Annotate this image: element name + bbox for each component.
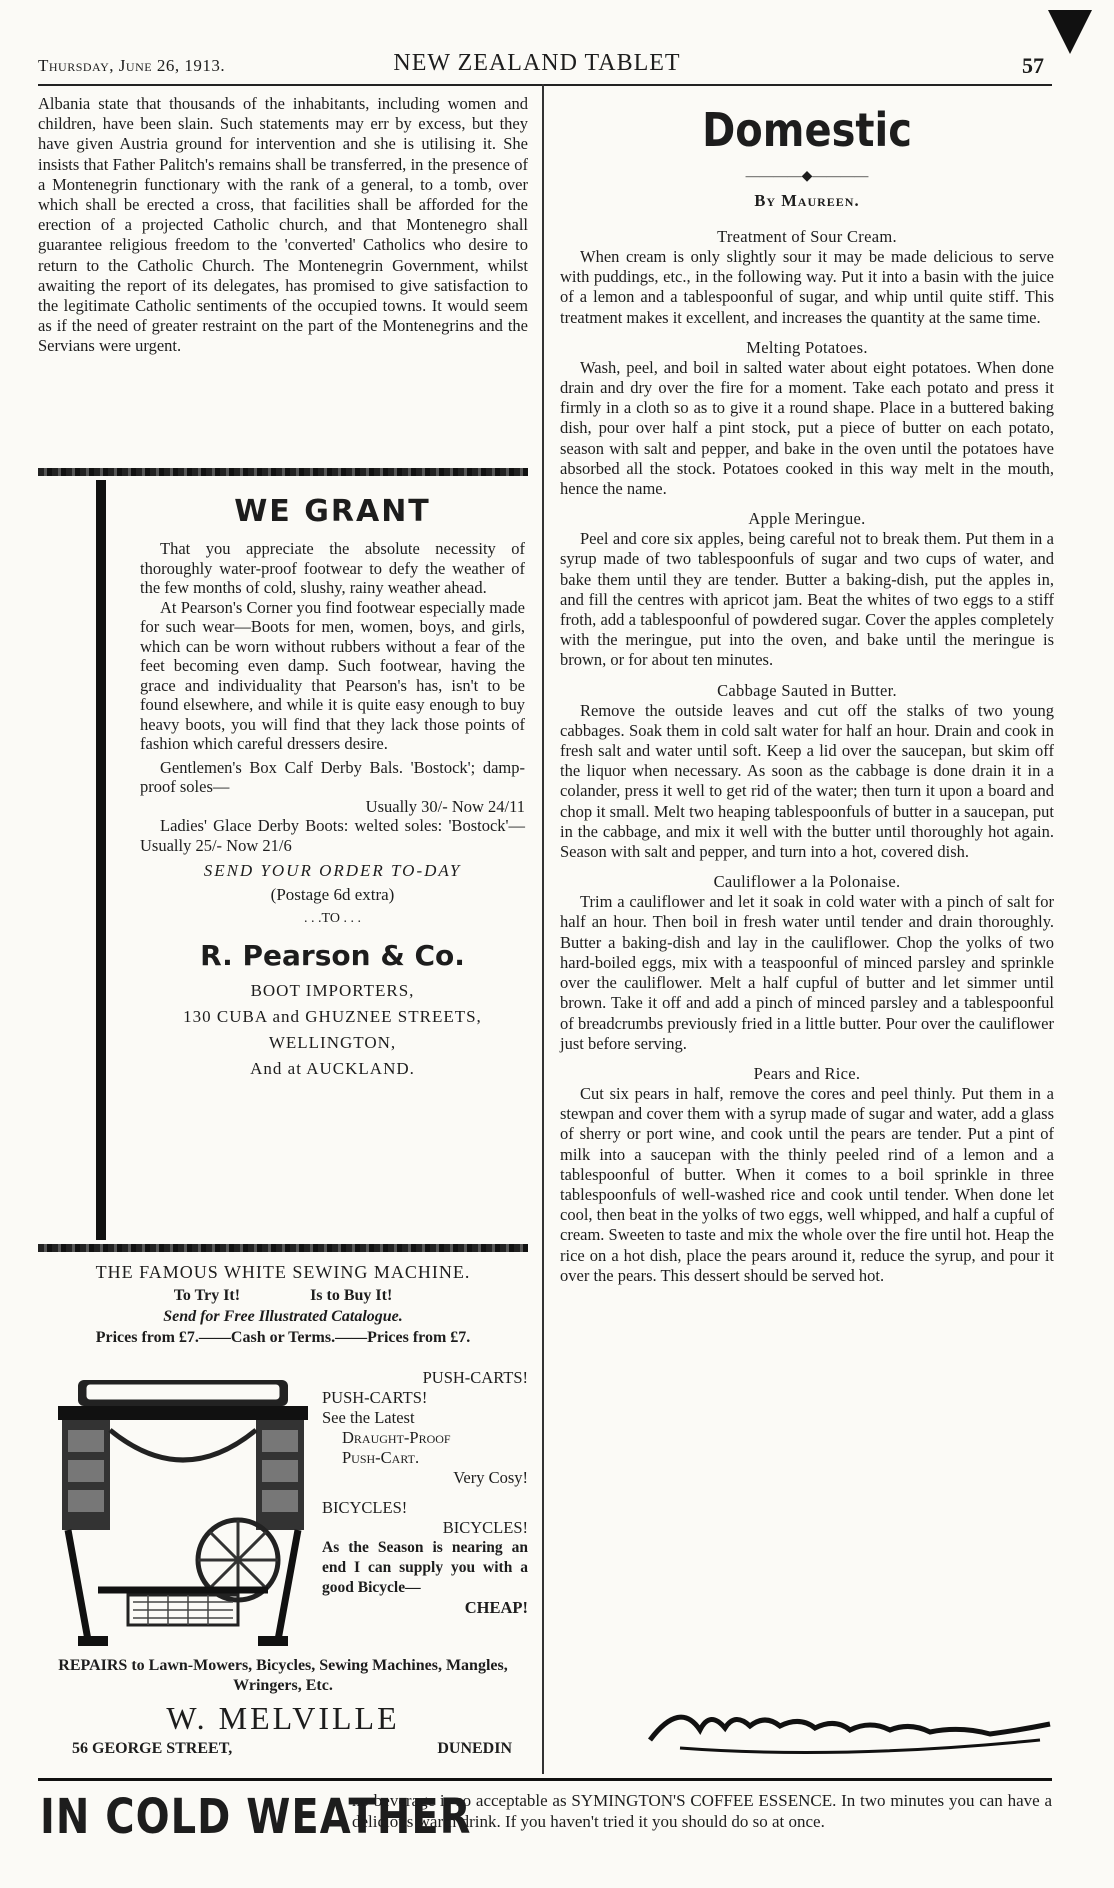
recipe-body: Trim a cauliflower and let it soak in cold water with a pinch of salt for half an hour. Then boil in fresh water until tender and drain thoroughly. Butter a baking-dish and lay in the cauliflower. Chop the yolks of two hard-boiled eggs, mix with a teaspoonful of minced parsley and sprinkle over the cauliflower. Melt a half cupful of butter and let simmer until brown. Take it off and add a pinch of minced parsley and a tablespoonful of breadcrumbs previously fried in a little butter. Pour over the cauliflower just before serving.: [560, 892, 1054, 1053]
pearson-address-line-2: 130 CUBA and GHUZNEE STREETS,: [183, 1007, 482, 1026]
pearson-gents-price: Usually 30/- Now 24/11: [365, 796, 525, 816]
melville-prices: Prices from £7.——Cash or Terms.——Prices from £7.: [95, 1329, 471, 1346]
recipe-section: [560, 1064, 1054, 1286]
melville-name: W. MELVILLE: [166, 1700, 400, 1736]
article-paragraph: Albania state that thousands of the inhabitants, including women and children, have been slain. Such statements may err by excess, but they have given Austria ground for intervention and she is utilising it. She insists that Father Palitch's remains shall be transferred, in the presence of a Montenegrin functionary with the rank of a general, to a tomb, over which shall be erected a cross, that facilities shall be afforded for the erection of a projected Catholic church, and that Montenegro shall guarantee religious freedom to the 'converted' Catholics who desire to return to the Catholic Church. The Montenegrin Government, whilst awaiting the report of its delegates, has promised to give satisfaction to the legitimate Catholic sentiments of the occupied towns. It would seem as if the need of greater restraint on the part of the Montenegrins and the Servians were urgent.: [38, 94, 528, 356]
melville-push-cart: Push-Cart.: [342, 1448, 420, 1467]
melville-very-cosy: Very Cosy!: [453, 1468, 528, 1487]
header-title: NEW ZEALAND TABLET: [393, 50, 681, 76]
melville-buy: Is to Buy It!: [310, 1287, 393, 1304]
column-rule: [542, 84, 544, 1774]
recipe-sections: [560, 227, 1054, 1286]
recipe-heading: Cabbage Sauted in Butter.: [717, 680, 897, 700]
bottom-rule: [38, 1778, 1052, 1781]
melville-repairs: REPAIRS to Lawn-Mowers, Bicycles, Sewing Machines, Mangles, Wringers, Etc.: [58, 1657, 508, 1694]
melville-draught-proof: Draught-Proof: [342, 1428, 451, 1447]
pearson-ad: [140, 494, 525, 1082]
recipe-heading: Melting Potatoes.: [746, 337, 868, 357]
recipe-section: [560, 509, 1054, 670]
melville-pushcarts-2: PUSH-CARTS!: [322, 1388, 428, 1407]
recipe-body: Wash, peel, and boil in salted water about eight potatoes. When done drain and dry over the fire for a moment. Take each potato and press it firmly in a cloth so as to give it a round shape. Place in a buttered baking dish, pour over half a pint stock, put a piece of butter on each potato, season with salt and pepper, and bake in the oven until the potatoes have absorbed all the stock. Potatoes cooked in this way melt in the mouth, hence the name.: [560, 357, 1054, 499]
pearson-headline: WE GRANT: [234, 494, 431, 529]
pearson-address-line-3: WELLINGTON,: [268, 1033, 397, 1052]
melville-season-text: As the Season is nearing an end I can supply you with a good Bicycle—: [322, 1539, 528, 1596]
recipe-section: [560, 681, 1054, 863]
maureen-signature: [640, 1690, 1060, 1760]
domestic-column: [560, 104, 1054, 1286]
melville-pushcarts-1: PUSH-CARTS!: [422, 1368, 528, 1387]
sewing-machine-illustration: [38, 1370, 328, 1650]
pearson-to: . . .TO . . .: [304, 911, 361, 926]
melville-see-latest: See the Latest: [322, 1408, 415, 1427]
melville-address: 56 GEORGE STREET,: [72, 1740, 233, 1757]
melville-side-text: [322, 1368, 528, 1618]
ad-divider-band: [38, 468, 528, 476]
melville-city: DUNEDIN: [437, 1740, 512, 1757]
recipe-heading: Cauliflower a la Polonaise.: [713, 872, 901, 892]
pearson-paragraph-1: That you appreciate the absolute necessity of thoroughly water-proof footwear to defy the weather of the few months of cold, slushy, rainy weather ahead.: [140, 539, 525, 597]
pearson-paragraph-2: At Pearson's Corner you find footwear especially made for such wear—Boots for men, women, boys, and girls, which can be worn without rubbers without a fear of the feet becoming even damp. Such footwear, having the grace and individuality that Pearson's has, isn't to be found elsewhere, and while it is quite easy enough to buy heavy boots, you will find that they lack those points of fashion which careful dressers desire.: [140, 597, 525, 753]
cold-weather-headline: IN COLD WEATHER: [40, 1790, 472, 1846]
domestic-byline: By Maureen.: [754, 191, 860, 210]
ornament-divider: ――――◆――――: [745, 169, 869, 184]
cold-weather-text: no beverage is so acceptable as SYMINGTON'S COFFEE ESSENCE. In two minutes you can have a delicious warm drink. If you haven't tried it you should do so at once.: [352, 1791, 1052, 1831]
header-rule: [38, 84, 1052, 86]
recipe-body: Peel and core six apples, being careful not to break them. Put them in a syrup made of two tablespoonfuls of sugar and two cups of water, and bake them until they are tender. Butter a baking-dish, put the apples in, and fill the centres with apricot jam. Beat the whites of two eggs to a stiff froth, add a tablespoonful of powdered sugar. Cover the apples completely with the meringue, put into the oven, and bake until the meringue is brown, or for about ten minutes.: [560, 529, 1054, 670]
melville-bicycles-2: BICYCLES!: [442, 1518, 528, 1537]
pearson-address-line-1: BOOT IMPORTERS,: [250, 981, 415, 1000]
pearson-ladies-line: Ladies' Glace Derby Boots: welted soles: 'Bostock'—Usually 25/- Now 21/6: [140, 816, 525, 855]
recipe-body: When cream is only slightly sour it may be made delicious to serve with puddings, etc., in the following way. Put it into a basin with the juice of a lemon and a tablespoonful of sugar, and whip until quite stiff. This treatment makes it excellent, and increases the quantity at the same time.: [560, 247, 1054, 327]
pearson-postage: (Postage 6d extra): [270, 885, 395, 904]
melville-ad: [40, 1262, 526, 1347]
melville-bicycles-1: BICYCLES!: [322, 1498, 408, 1517]
melville-cheap: CHEAP!: [464, 1598, 528, 1617]
ad-vertical-bar: [96, 480, 106, 1240]
recipe-heading: Treatment of Sour Cream.: [717, 227, 897, 246]
recipe-heading: Pears and Rice.: [753, 1063, 861, 1083]
recipe-body: Remove the outside leaves and cut off the stalks of two young cabbages. Soak them in cold salt water for half an hour. Drain and cook in fresh salt and water until soft. Keep a lid over the saucepan, but skim off the liquor when necessary. As soon as the cabbage is done drain it in a colander, press it well to get rid of the water; then turn it upon a board and chop it small. Melt two heaping tablespoonfuls of butter in a saucepan, put in the cabbage, and mix it well with the butter until thoroughly hot again. Season with salt and pepper, and turn into a hot, covered dish.: [560, 700, 1054, 862]
recipe-section: [560, 338, 1054, 499]
header-page-number: 57: [1022, 53, 1044, 78]
domestic-title: Domestic: [702, 104, 912, 158]
corner-triangle-mark: [1048, 10, 1092, 54]
melville-address-row: [72, 1740, 512, 1758]
header-date: Thursday, June 26, 1913.: [38, 56, 226, 75]
recipe-heading: Apple Meringue.: [748, 509, 866, 529]
melville-catalogue: Send for Free Illustrated Catalogue.: [163, 1308, 403, 1325]
pearson-address-line-4: And at AUCKLAND.: [250, 1059, 415, 1078]
pearson-gents-line: Gentlemen's Box Calf Derby Bals. 'Bostock'; damp-proof soles—: [140, 757, 525, 796]
article-continuation: [38, 94, 528, 357]
melville-try: To Try It!: [173, 1287, 241, 1304]
pearson-send-order: SEND YOUR ORDER TO-DAY: [203, 861, 462, 880]
recipe-section: [560, 872, 1054, 1054]
ad-divider-band: [38, 1244, 528, 1252]
melville-headline: THE FAMOUS WHITE SEWING MACHINE.: [95, 1262, 471, 1282]
pearson-company: R. Pearson & Co.: [200, 939, 465, 972]
recipe-section: [560, 227, 1054, 328]
page-header: [22, 50, 1052, 84]
recipe-body: Cut six pears in half, remove the cores and peel thinly. Put them in a stewpan and cover them with a syrup made of sugar and water, add a glass of sherry or port wine, and cook until the pears are tender. Put a pint of milk into a saucepan with the thinly peeled rind of a lemon and a tablespoonful of butter. When it comes to a boil sprinkle in three tablespoonfuls of well-washed rice and cook until tender. When done let cool, then beat in the yolks of two eggs, well whipped, and half a cupful of cream. Sweeten to taste and mix the whole over the fire until hot. Heap the rice on a hot dish, place the pears around it, reduce the syrup, and pour it over the pears. This dessert should be served hot.: [560, 1083, 1054, 1285]
